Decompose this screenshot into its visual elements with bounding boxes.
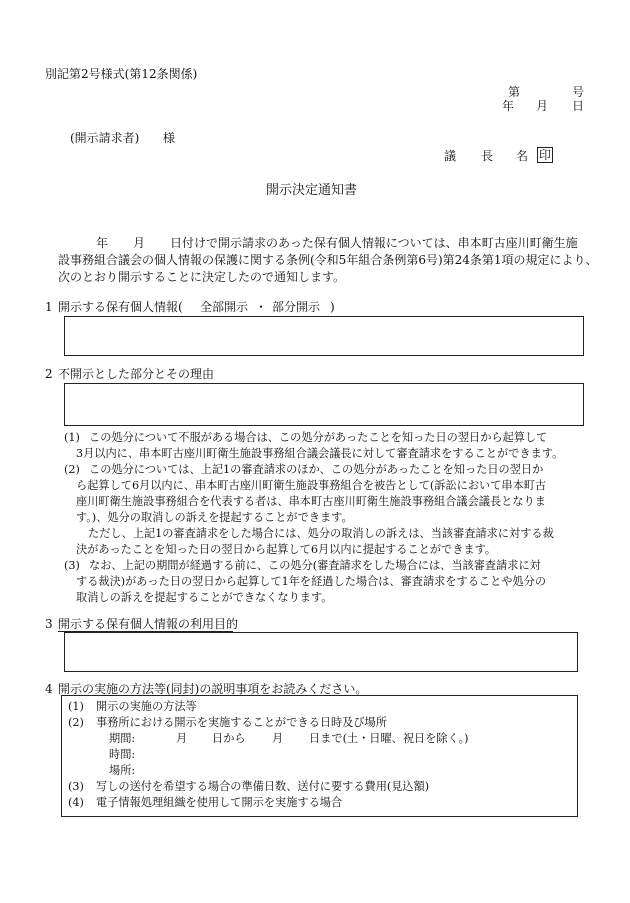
period-until: 日まで(土・日曜、祝日を除く。) bbox=[309, 732, 469, 745]
seal-stamp: 印 bbox=[539, 148, 552, 162]
option-partial-disclosure[interactable]: 部分開示 bbox=[272, 300, 321, 314]
sender-title-char: 議 bbox=[444, 149, 457, 163]
document-title: 開示決定通知書 bbox=[266, 183, 358, 198]
note-line: ら起算して6月以内に、串本町古座川町衛生施設事務組合を被告として(訴訟において串本町古 bbox=[76, 479, 547, 492]
note-line: この処分について不服がある場合は、この処分があったことを知った日の翌日から起算して bbox=[89, 431, 548, 444]
addressee-suffix: 様 bbox=[163, 131, 176, 145]
intro-month: 月 bbox=[133, 236, 146, 250]
section-4-number: 4 bbox=[45, 682, 53, 696]
period-label: 期間: bbox=[109, 732, 136, 745]
intro-line: 次のとおり開示することに決定したので通知します。 bbox=[58, 270, 346, 284]
option-full-disclosure[interactable]: 全部開示 bbox=[200, 300, 249, 314]
date-day: 日 bbox=[572, 99, 585, 113]
non-disclosure-reason-box[interactable] bbox=[64, 383, 584, 426]
note-line: この処分については、上記1の審査請求のほか、この処分があったことを知った日の翌日か bbox=[89, 463, 544, 476]
item-3-marker: (3) bbox=[68, 780, 84, 793]
usage-purpose-box[interactable] bbox=[64, 632, 578, 672]
intro-line: 日付けで開示請求のあった保有個人情報については、串本町古座川町衛生施 bbox=[170, 236, 578, 250]
note-line: 座川町衛生施設事務組合を代表する者は、串本町古座川町衛生施設事務組合議会議長となりま bbox=[76, 495, 546, 508]
option-separator: ・ bbox=[255, 300, 268, 314]
note-3-marker: (3) bbox=[64, 559, 80, 572]
note-line: する裁決)があった日の翌日から起算して1年を経過した場合は、審査請求をすることや処分の bbox=[76, 575, 547, 588]
note-1-marker: (1) bbox=[64, 431, 80, 444]
section-2-number: 2 bbox=[45, 367, 53, 381]
time-label: 時間: bbox=[109, 748, 136, 761]
note-line: 3月以内に、串本町古座川町衛生施設事務組合議会議長に対して審査請求をすることができます。 bbox=[76, 447, 564, 460]
section-4-label: 開示の実施の方法等(同封)の説明事項をお読みください。 bbox=[58, 682, 368, 696]
section-1-close: ) bbox=[330, 300, 335, 314]
number-prefix: 第 bbox=[508, 85, 521, 99]
period-month-1: 月 bbox=[176, 732, 188, 745]
intro-year: 年 bbox=[96, 236, 109, 250]
date-year: 年 bbox=[502, 99, 515, 113]
item-4-text: 電子情報処理組織を使用して開示を実施する場合 bbox=[96, 796, 343, 809]
item-1-text: 開示の実施の方法等 bbox=[96, 700, 197, 713]
section-1-number: 1 bbox=[45, 300, 53, 314]
item-2-text: 事務所における開示を実施することができる日時及び場所 bbox=[96, 716, 387, 729]
period-from: 日から bbox=[212, 732, 246, 745]
disclosed-info-box[interactable] bbox=[64, 316, 584, 356]
section-1-label: 開示する保有個人情報( bbox=[58, 300, 183, 314]
sender-title-char: 名 bbox=[516, 149, 529, 163]
section-3-number: 3 bbox=[45, 617, 53, 631]
item-2-marker: (2) bbox=[68, 716, 84, 729]
addressee-label: (開示請求者) bbox=[70, 131, 140, 145]
note-line: 決があったことを知った日の翌日から起算して6月以内に提起することができます。 bbox=[76, 543, 497, 556]
item-3-text: 写しの送付を希望する場合の準備日数、送付に要する費用(見込額) bbox=[96, 780, 430, 793]
form-reference: 別記第2号様式(第12条関係) bbox=[45, 67, 198, 81]
section-3-label: 開示する保有個人情報の利用目的 bbox=[58, 617, 239, 631]
note-line: 取消しの訴えを提起することができなくなります。 bbox=[76, 591, 333, 604]
note-line: なお、上記の期間が経過する前に、この処分(審査請求をした場合には、当該審査請求に対 bbox=[89, 559, 541, 572]
date-month: 月 bbox=[536, 99, 549, 113]
section-2-label: 不開示とした部分とその理由 bbox=[58, 367, 215, 381]
sender-title-char: 長 bbox=[481, 149, 494, 163]
note-2-marker: (2) bbox=[64, 463, 80, 476]
item-4-marker: (4) bbox=[68, 796, 84, 809]
place-label: 場所: bbox=[109, 764, 136, 777]
period-month-2: 月 bbox=[272, 732, 284, 745]
note-line: ただし、上記1の審査請求をした場合には、処分の取消しの訴えは、当該審査請求に対する裁 bbox=[88, 527, 554, 540]
item-1-marker: (1) bbox=[68, 700, 84, 713]
note-line: す。)、処分の取消しの訴えを提起することができます。 bbox=[76, 511, 353, 524]
number-suffix: 号 bbox=[572, 85, 585, 99]
intro-line: 設事務組合議会の個人情報の保護に関する条例(令和5年組合条例第6号)第24条第1項の規定により、 bbox=[58, 253, 598, 267]
